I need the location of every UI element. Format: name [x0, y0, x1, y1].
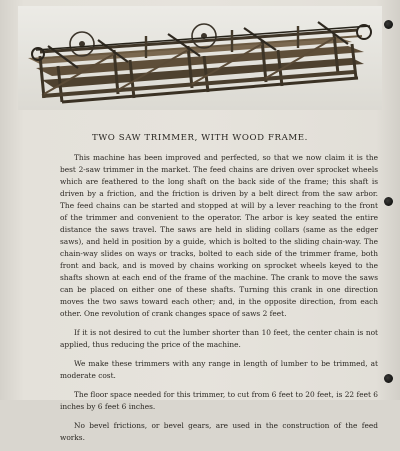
binding-hole — [384, 197, 393, 206]
trimmer-machine-illustration — [18, 6, 382, 110]
paragraph: We make these trimmers with any range in length of lumber to be trimmed, at moderate cost. — [60, 359, 378, 380]
paragraph: The floor space needed for this trimmer, to cut from 6 feet to 20 feet, is 22 feet 6 inches by 6 feet 6 inches. — [60, 390, 378, 411]
paragraph: If it is not desired to cut the lumber shorter than 10 feet, the center chain is not applied, thus reducing the price of the machine. — [60, 328, 378, 349]
document-body — [60, 152, 378, 451]
document-heading: TWO SAW TRIMMER, WITH WOOD FRAME. — [91, 133, 309, 143]
paragraph: No bevel frictions, or bevel gears, are used in the construction of the feed works. — [60, 421, 378, 442]
binding-hole — [384, 20, 393, 29]
machine-photograph — [18, 6, 382, 110]
paragraph: This machine has been improved and perfected, so that we now claim it is the best 2-saw trimmer in the market. The feed chains are driven over sprocket wheels which are feathered to the long shaft on the back side of the frame; this shaft is driven by a friction, and the friction is driven by a belt direct from the saw arbor. The feed chains can be started and stopped at will by a lever reaching to the front of the trimmer and convenient to the operator. The arbor is key seated the entire distance the saws travel. The saws are held in sliding collars (same as the edger saws), and held in position by a guide, which is bolted to the sliding chain-way. The chain-way slides on ways or tracks, bolted to each side of the trimmer frame, both front and back, and is moved by chains working on sprocket wheels keyed to the shafts shown at each end of the frame of the machine. The crank to move the saws can be placed on either one of these shafts. Turning this crank in one direction moves the two saws toward each other; and, in the opposite direction, from each other. One revolution of crank changes space of saws 2 feet. — [60, 153, 378, 318]
binding-hole — [384, 374, 393, 383]
